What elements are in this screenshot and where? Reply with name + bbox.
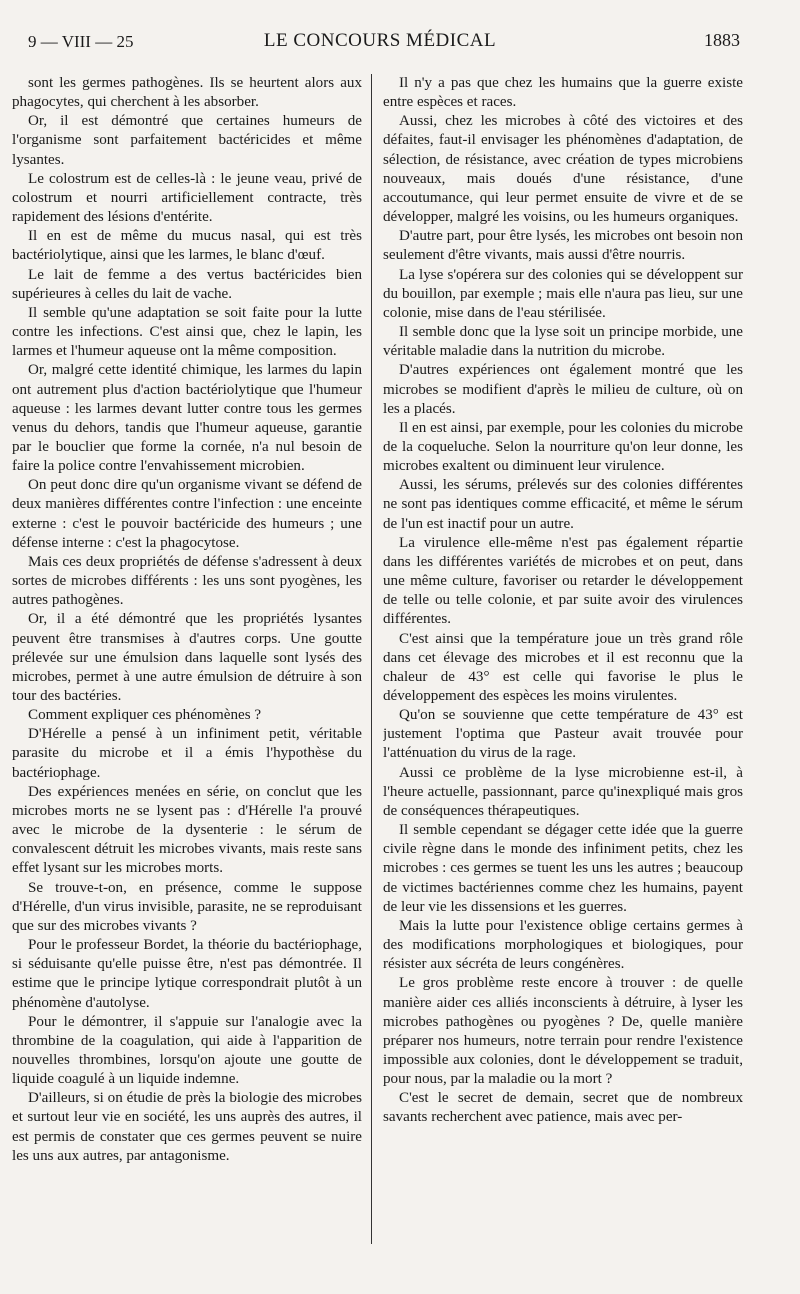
left-column-paragraph: Il semble qu'une adaptation se soit faite pour la lutte contre les infections. C'est ainsi que, chez le lapin, les larmes et l'humeur aqueuse ont la même composition. [12,304,362,360]
right-column-paragraph: D'autres expériences ont également montré que les microbes se modifient d'après le milieu de culture, où on les a placés. [383,362,743,417]
left-column-paragraph: Des expériences menées en série, on conclut que les microbes morts ne se lysent pas : d'Hérelle l'a prouvé avec le microbe de la dysenterie : le sérum de convalescent détruit les microbes vivants, mais reste sans effet lysant sur les microbes morts. [12,783,362,877]
right-column-paragraph: La lyse s'opérera sur des colonies qui se développent sur du bouillon, par exemple ; mais elle n'aura pas lieu, sur une colonie, mise dans de l'eau stérilisée. [383,266,743,321]
left-column-paragraph: Pour le professeur Bordet, la théorie du bactériophage, si séduisante qu'elle puisse être, n'est pas démontrée. Il estime que le principe lytique correspondrait plutôt à un phénomène d'autolyse. [12,937,362,1011]
right-column-paragraph: Aussi ce problème de la lyse microbienne est-il, à l'heure actuelle, passionnant, parce qu'inexpliqué mais gros de conséquences thérapeutiques. [383,764,743,819]
left-column-paragraph: Le colostrum est de celles-là : le jeune veau, privé de colostrum et nourri artificiellement contracte, très rapidement des lésions d'entérite. [12,170,362,226]
left-column-paragraph: D'Hérelle a pensé à un infiniment petit, véritable parasite du microbe et il a émis l'hypothèse du bactériophage. [12,726,362,781]
left-column [12,74,362,1250]
left-column-paragraph: Il en est de même du mucus nasal, qui est très bactériolytique, ainsi que les larmes, le blanc d'œuf. [12,228,362,264]
left-column-paragraph: Or, malgré cette identité chimique, les larmes du lapin ont autrement plus d'action bactériolytique que l'humeur aqueuse : les larmes devant lutter contre tous les germes venus du dehors, tandis que l'humeur aqueuse, garantie par le bouclier que forme la cornée, n'a nul besoin de faire la police contre l'envahissement microbien. [12,362,362,475]
right-column-paragraph: Il semble donc que la lyse soit un principe morbide, une véritable maladie dans la nutrition du microbe. [383,324,743,360]
left-column-paragraph: D'ailleurs, si on étudie de près la biologie des microbes et surtout leur vie en société, les uns auprès des autres, il est permis de constater que ces germes peuvent se nuire les uns aux autres, par antagonisme. [12,1090,362,1164]
right-column-paragraph: Il n'y a pas que chez les humains que la guerre existe entre espèces et races. [383,75,743,111]
page-number: 1883 [704,30,740,50]
right-column-paragraph: Qu'on se souvienne que cette température de 43° est justement l'optima que Pasteur avait trouvée pour l'atténuation du virus de la rage. [383,707,743,762]
left-column-paragraph: Or, il est démontré que certaines humeurs de l'organisme sont parfaitement bactéricides et même lysantes. [12,113,362,168]
right-column [383,74,743,1250]
right-column-paragraph: Le gros problème reste encore à trouver : de quelle manière aider ces alliés inconscients à détruire, à lyser les microbes pathogènes ou pyogènes ? De, quelle manière préparer nos humeurs, notre terrain pour rendre l'existence impossible aux colonies, dont le développement se traduit, pour nous, par la maladie ou la mort ? [383,975,743,1088]
left-column-paragraph: Pour le démontrer, il s'appuie sur l'analogie avec la thrombine de la coagulation, qui aide à l'apparition de nouvelles thrombines, lorsqu'on ajoute une goutte de liquide coagulé à un liquide indemne. [12,1013,362,1088]
left-column-paragraph: Se trouve-t-on, en présence, comme le suppose d'Hérelle, d'un virus invisible, parasite, ne se reproduisant que sur des microbes vivants ? [12,879,362,934]
right-column-paragraph: C'est le secret de demain, secret que de nombreux savants recherchent avec patience, mais avec per- [383,1090,743,1126]
right-column-paragraph: La virulence elle-même n'est pas également répartie dans les différentes variétés de microbes et on peut, dans une même culture, favoriser ou retarder le développement de telle ou telle colonie, et par suite avoir des virulences différentes. [383,534,743,628]
right-column-paragraph: Aussi, les sérums, prélevés sur des colonies différentes ne sont pas identiques comme efficacité, et même le sérum de l'un est inactif pour un autre. [383,477,743,532]
column-divider [371,74,372,1244]
left-column-paragraph: Le lait de femme a des vertus bactéricides bien supérieures à celles du lait de vache. [12,266,362,302]
issue-date: 9 — VIII — 25 [28,32,134,51]
left-column-paragraph: On peut donc dire qu'un organisme vivant se défend de deux manières différentes contre l'infection : une enceinte externe : c'est le pouvoir bactéricide des humeurs ; une défense interne : c'est la phagocytose. [12,477,362,551]
left-column-paragraph: Mais ces deux propriétés de défense s'adressent à deux sortes de microbes différents : les uns sont pyogènes, les autres pathogènes. [12,553,362,609]
page-header [20,28,740,58]
left-column-paragraph: Or, il a été démontré que les propriétés lysantes peuvent être transmises à d'autres corps. Une goutte prélevée sur une émulsion dans laquelle sont lysés des microbes, permet à une autre émulsion de détruire à son tour des bactéries. [12,611,362,704]
right-column-paragraph: D'autre part, pour être lysés, les microbes ont besoin non seulement d'être vivants, mais aussi d'être nourris. [383,228,743,264]
right-column-paragraph: Il en est ainsi, par exemple, pour les colonies du microbe de la coqueluche. Selon la nourriture qu'on leur donne, les microbes exaltent ou diminuent leur virulence. [383,419,743,475]
right-column-paragraph: Il semble cependant se dégager cette idée que la guerre civile règne dans le monde des infiniment petits, chez les microbes : ces germes se tuent les uns les autres ; beaucoup de victimes bactériennes comme chez les humains, payent de leur vie les dissensions et les guerres. [383,822,743,915]
right-column-paragraph: Aussi, chez les microbes à côté des victoires et des défaites, faut-il envisager les phénomènes d'adaptation, de sélection, de résistance, avec création de types microbiens nouveaux, mais doués d'une résistance, d'une accoutumance, qui leur permet ensuite de vivre et de se développer, malgré les voisins, ou les humeurs organiques. [383,113,743,226]
right-column-paragraph: C'est ainsi que la température joue un très grand rôle dans cet élevage des microbes et il est reconnu que la chaleur de 43° est celle qui favorise le plus le développement des espèces les moins virulentes. [383,630,743,704]
right-column-paragraph: Mais la lutte pour l'existence oblige certains germes à des modifications morphologiques et biologiques, pour résister aux sécréta de leurs congénères. [383,917,743,973]
journal-title: LE CONCOURS MÉDICAL [263,30,497,51]
left-column-paragraph: sont les germes pathogènes. Ils se heurtent alors aux phagocytes, qui cherchent à les absorber. [12,75,362,111]
left-column-paragraph: Comment expliquer ces phénomènes ? [28,707,262,724]
